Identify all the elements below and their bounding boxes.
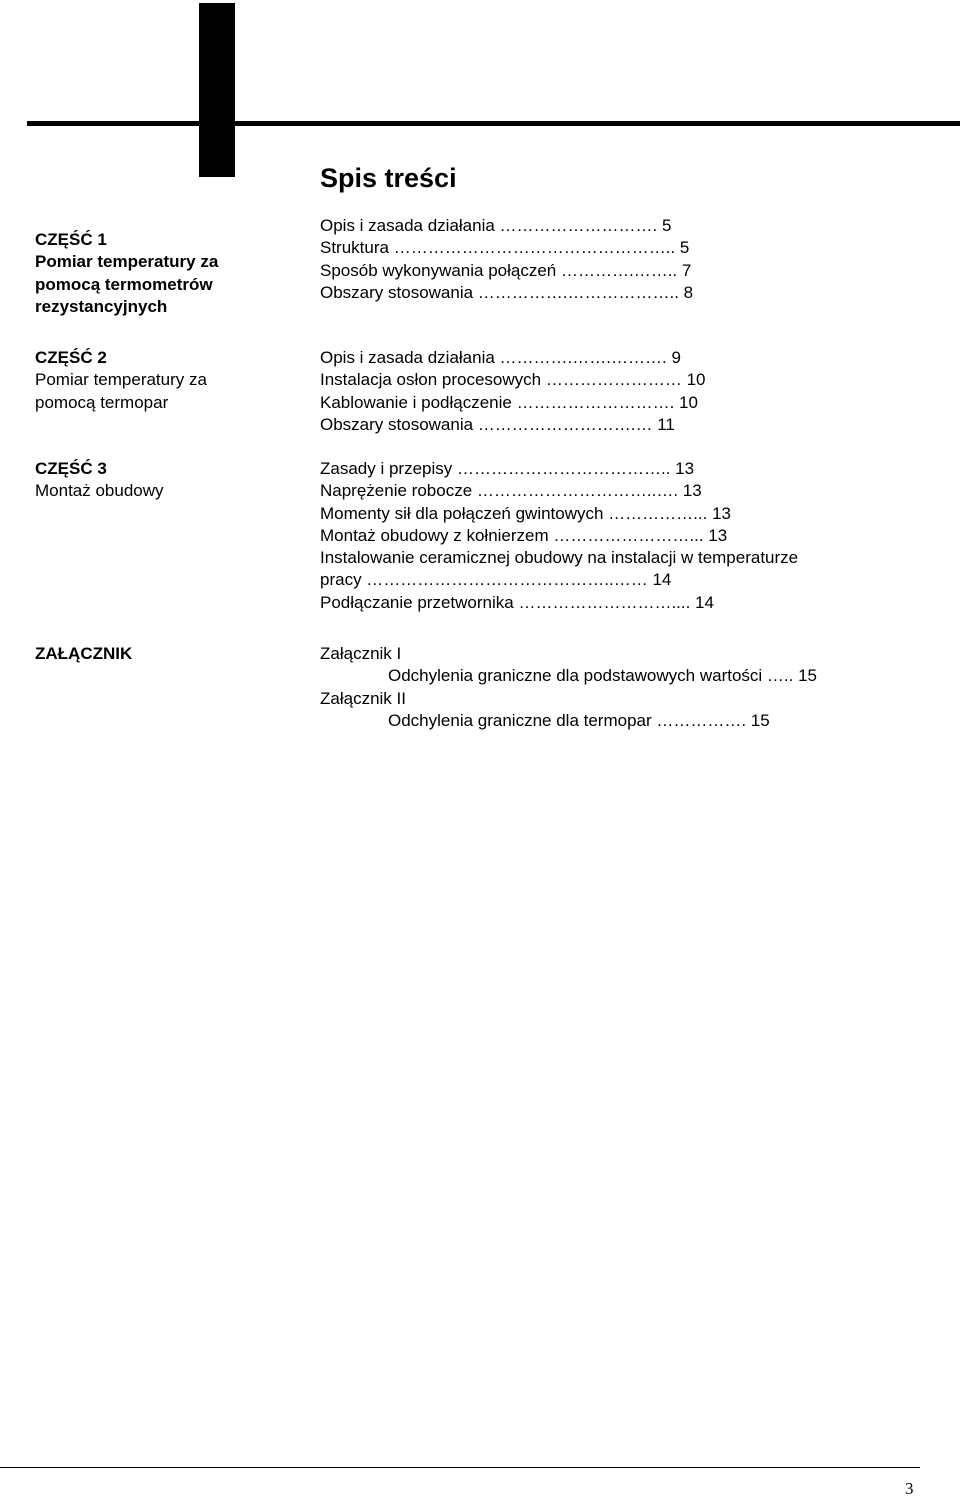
toc-entry[interactable]: Naprężenie robocze …………………………..…. 13 — [320, 481, 702, 501]
toc-entry[interactable]: Podłączanie przetwornika ……………………….... 14 — [320, 592, 714, 612]
part-3-entries — [320, 458, 798, 614]
part-2-subtitle-line: Pomiar temperatury za — [35, 370, 207, 390]
part-2-subtitle-line: pomocą termopar — [35, 392, 169, 412]
page-title: Spis treści — [320, 163, 457, 193]
appendix-label — [35, 643, 132, 665]
part-2-label — [35, 347, 207, 414]
toc-entry[interactable]: Zasady i przepisy ……………………………….. 13 — [320, 459, 695, 478]
part-3-label — [35, 458, 164, 503]
toc-entry[interactable]: Momenty sił dla połączeń gwintowych ……………... 13 — [320, 503, 731, 523]
part-1-subtitle-line: rezystancyjnych — [35, 296, 168, 316]
part-3-subtitle-line: Montaż obudowy — [35, 481, 164, 501]
part-1-entries — [320, 215, 693, 304]
part-1-label — [35, 229, 218, 318]
part-1-subtitle-line: Pomiar temperatury za — [35, 252, 219, 272]
toc-entry[interactable]: Instalowanie ceramicznej obudowy na instalacji w temperaturze — [320, 548, 799, 568]
page-number: 3 — [905, 1479, 914, 1498]
part-2-heading: CZĘŚĆ 2 — [35, 348, 107, 367]
part-2-entries — [320, 347, 705, 436]
appendix-entries — [320, 643, 817, 732]
toc-entry[interactable]: Obszary stosowania …………….……………….. 8 — [320, 282, 694, 302]
toc-entry[interactable]: Kablowanie i podłączenie ………………………. 10 — [320, 392, 698, 412]
appendix-entry[interactable]: Załącznik II — [320, 688, 406, 708]
part-3-heading: CZĘŚĆ 3 — [35, 459, 107, 478]
footer-rule — [0, 1467, 920, 1468]
part-1-subtitle-line: pomocą termometrów — [35, 274, 213, 294]
toc-entry[interactable]: Struktura ………………………………………….. 5 — [320, 238, 690, 258]
toc-entry[interactable]: Obszary stosowania ……………………….… 11 — [320, 414, 675, 434]
part-1-heading: CZĘŚĆ 1 — [35, 230, 107, 249]
toc-entry[interactable]: Montaż obudowy z kołnierzem ……………………... 13 — [320, 525, 728, 545]
toc-entry[interactable]: Opis i zasada działania ………….…….………. 9 — [320, 348, 681, 367]
toc-entry[interactable]: Instalacja osłon procesowych …………………… 10 — [320, 370, 706, 390]
appendix-subentry[interactable]: Odchylenia graniczne dla podstawowych wartości ….. 15 — [388, 666, 817, 686]
top-horizontal-rule — [27, 121, 960, 126]
appendix-entry[interactable]: Załącznik I — [320, 644, 402, 663]
appendix-subentry[interactable]: Odchylenia graniczne dla termopar ……………. 15 — [388, 710, 770, 730]
black-tab-marker — [199, 3, 235, 177]
appendix-heading: ZAŁĄCZNIK — [35, 644, 133, 663]
toc-entry[interactable]: Sposób wykonywania połączeń ………….…….. 7 — [320, 260, 692, 280]
toc-entry[interactable]: Opis i zasada działania ………………………. 5 — [320, 216, 672, 235]
toc-entry[interactable]: pracy ……………………………………..…… 14 — [320, 570, 672, 590]
